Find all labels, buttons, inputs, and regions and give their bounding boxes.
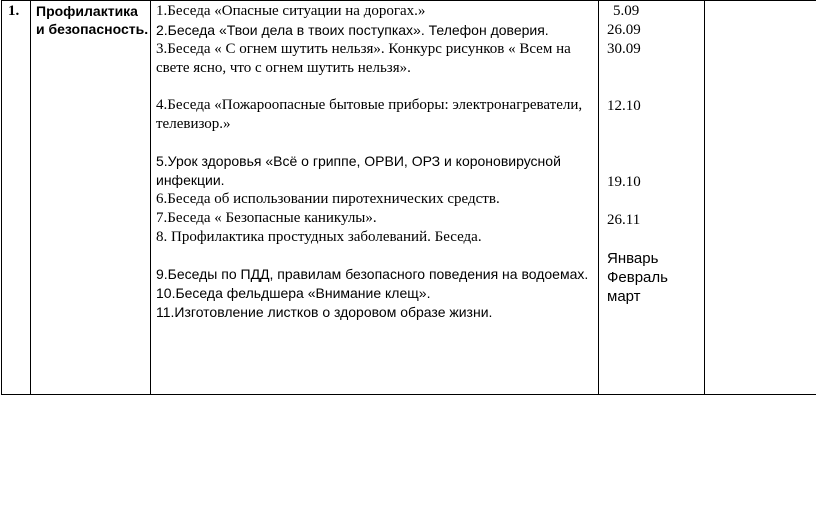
activity-item: 5.Урок здоровья «Всё о гриппе, ОРВИ, ОРЗ и короновирусной инфекции. xyxy=(156,153,561,188)
activity-item: 6.Беседа об использовании пиротехнических средств. xyxy=(156,191,500,207)
section-topic: Профилактика и безопасность. xyxy=(36,3,149,37)
date-label: 12.10 xyxy=(607,98,641,114)
date-label: март xyxy=(607,288,641,305)
plan-table xyxy=(1,0,816,395)
activity-item: 9.Беседы по ПДД, правилам безопасного поведения на водоемах. xyxy=(156,266,589,282)
date-label: 19.10 xyxy=(607,174,641,190)
activity-item: 10.Беседа фельдшера «Внимание клещ». xyxy=(156,285,431,301)
date-label: 26.11 xyxy=(607,212,641,228)
topic-cell xyxy=(31,1,151,395)
activity-item: 4.Беседа «Пожароопасные бытовые приборы: электронагреватели, телевизор.» xyxy=(156,97,583,132)
table-row xyxy=(2,1,816,395)
number-cell xyxy=(2,1,31,395)
activity-item: 11.Изготовление листков о здоровом образе жизни. xyxy=(156,304,493,320)
date-label: 5.09 xyxy=(613,3,640,19)
activity-item: 1.Беседа «Опасные ситуации на дорогах.» xyxy=(156,3,426,19)
row-number: 1. xyxy=(8,3,20,19)
date-label: 26.09 xyxy=(607,22,641,38)
activity-item: 7.Беседа « Безопасные каникулы». xyxy=(156,210,377,226)
date-label: Февраль xyxy=(607,269,668,286)
activity-item: 8. Профилактика простудных заболеваний. Беседа. xyxy=(156,229,482,245)
activity-item: 2.Беседа «Твои дела в твоих поступках». Телефон доверия. xyxy=(156,22,549,38)
empty-cell xyxy=(705,1,816,395)
activity-item: 3.Беседа « С огнем шутить нельзя». Конкурс рисунков « Всем на свете ясно, что с огнем шутить нельзя». xyxy=(156,41,571,76)
activities-cell xyxy=(151,1,599,395)
date-label: Январь xyxy=(607,250,659,267)
date-label: 30.09 xyxy=(607,41,641,57)
dates-cell xyxy=(599,1,705,395)
